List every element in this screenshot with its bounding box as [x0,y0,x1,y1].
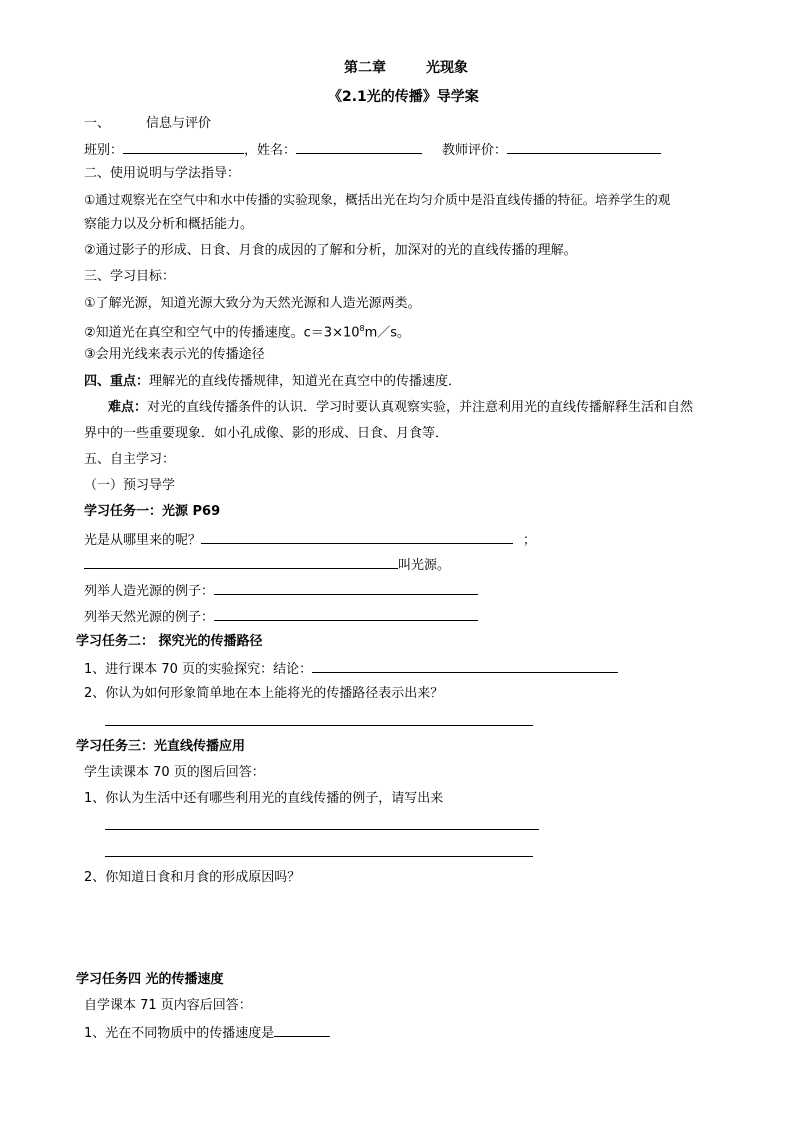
difficult-point-line1 [108,399,693,417]
task1-q3 [84,581,478,601]
task2-q2: 2、你认为如何形象简单地在本上能将光的传播路径表示出来？ [84,686,444,701]
task3-q2: 2、你知道日食和月食的形成原因吗？ [84,870,301,885]
task3-q1: 1、你认为生活中还有哪些利用光的直线传播的例子，请写出来 [84,791,444,806]
task4-q1-text: 1、光在不同物质中的传播速度是 [84,1026,275,1041]
goal-3: ③会用光线来表示光的传播途径 [84,347,265,362]
goal-2-text: ②知道光在真空和空气中的传播速度。c＝3×10 [84,325,360,341]
name-field[interactable] [296,140,422,154]
section2-item1-line2: 察能力以及分析和概括能力。 [84,217,254,232]
task1-q1-answer[interactable] [201,530,513,544]
task3-q1-answer-line-2[interactable] [105,856,533,857]
info-row [84,140,661,160]
task1-q3-answer[interactable] [214,581,478,595]
section1-num: 一、 [84,116,111,131]
task1-heading: 学习任务一：光源 P69 [84,504,221,519]
task1-q4-text: 列举天然光源的例子： [84,610,215,625]
task1-q2-answer[interactable] [84,555,398,569]
chapter-topic: 光现象 [426,60,468,76]
task1-q4-answer[interactable] [214,607,478,621]
difficult-point-text: 对光的直线传播条件的认识．学习时要认真观察实验，并注意利用光的直线传播解释生活和自然 [147,400,694,415]
difficult-point-label: 难点： [108,400,148,415]
lesson-subtitle: 《2.1光的传播》导学案 [328,89,479,105]
task1-q2 [84,555,450,575]
task2-q1-answer[interactable] [312,659,618,673]
class-field[interactable] [123,140,244,154]
goal-2-exponent: 8 [359,324,365,333]
key-point-label: 四、重点： [84,374,150,389]
name-label: ，姓名： [244,143,297,158]
task2-q1-text: 1、进行课本 70 页的实验探究：结论： [84,662,313,677]
task3-heading: 学习任务三：光直线传播应用 [76,739,246,754]
chapter-number: 第二章 [344,60,386,76]
goal-2-unit: m／s。 [364,325,411,341]
task1-q1 [84,530,536,550]
task2-heading: 学习任务二： 探究光的传播路径 [76,634,263,649]
goal-2 [84,320,410,342]
class-label: 班别： [84,143,124,158]
key-point [84,373,461,391]
task1-q1-text: 光是从哪里来的呢？ [84,533,202,548]
section2-item1-line1: ①通过观察光在空气中和水中传播的实验现象，概括出光在均匀介质中是沿直线传播的特征。培养学生的观 [84,192,671,207]
task1-q3-text: 列举人造光源的例子： [84,584,215,599]
task4-intro: 自学课本 71 页内容后回答： [84,998,252,1013]
task4-q1-answer[interactable] [274,1023,330,1037]
section2-heading: 二、使用说明与学法指导： [84,166,241,181]
preview-guide: （一）预习导学 [84,478,176,493]
task3-intro: 学生读课本 70 页的图后回答： [84,765,265,780]
goal-1: ①了解光源，知道光源大致分为天然光源和人造光源两类。 [84,296,421,311]
chapter-title [344,59,468,77]
task1-q4 [84,607,478,627]
section3-heading: 三、学习目标： [84,269,176,284]
section5-heading: 五、自主学习： [84,452,176,467]
section1-text: 信息与评价 [146,116,212,131]
task1-q1-semicolon: ； [523,533,537,548]
task2-q1 [84,659,618,679]
teacher-eval-label: 教师评价： [442,143,508,158]
task2-q2-answer-line[interactable] [105,725,533,726]
teacher-eval-field[interactable] [507,140,661,154]
task1-q2-text: 叫光源。 [398,558,451,573]
task4-heading: 学习任务四 光的传播速度 [76,972,224,987]
task3-q1-answer-line-1[interactable] [105,829,539,830]
section2-item2: ②通过影子的形成、日食、月食的成因的了解和分析，加深对的光的直线传播的理解。 [84,243,577,258]
difficult-point-line2: 界中的一些重要现象．如小孔成像、影的形成、日食、月食等． [84,426,449,441]
section1-heading [84,115,211,133]
task4-q1 [84,1023,330,1043]
key-point-text: 理解光的直线传播规律，知道光在真空中的传播速度． [149,374,462,389]
